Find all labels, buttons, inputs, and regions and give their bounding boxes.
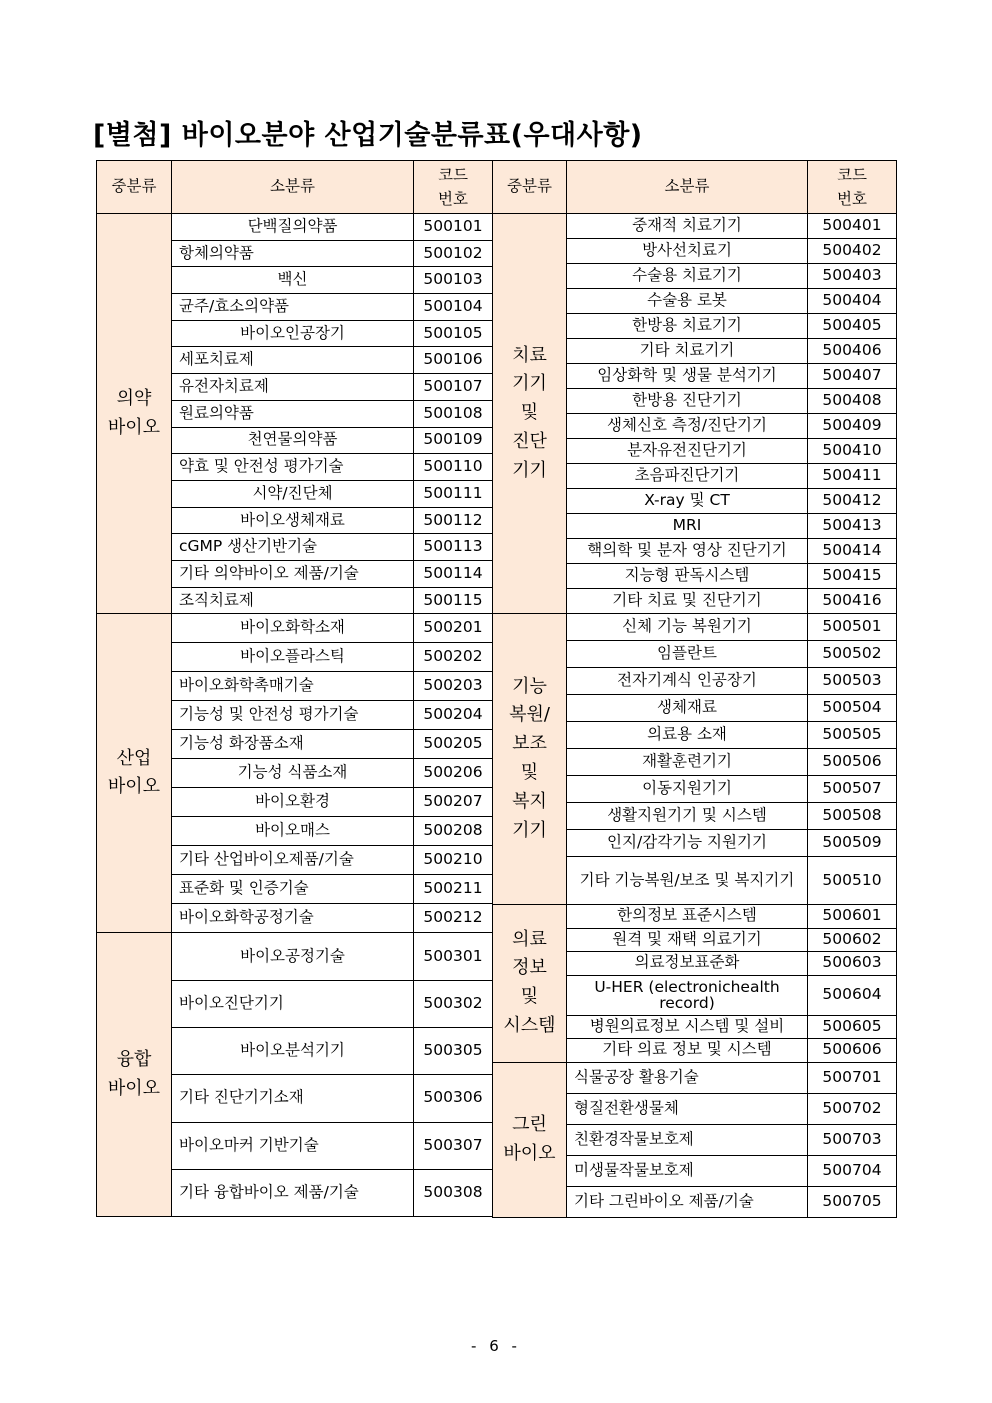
page-title: [별첨] 바이오분야 산업기술분류표(우대사항) bbox=[93, 120, 643, 151]
table-row bbox=[493, 1062, 897, 1093]
header-code: 코드 번호 bbox=[808, 161, 897, 214]
code-cell: 500308 bbox=[414, 1169, 493, 1216]
code-cell: 500409 bbox=[808, 414, 897, 439]
subcategory-cell: 기타 그린바이오 제품/기술 bbox=[567, 1187, 808, 1218]
category-cell: 산업 바이오 bbox=[97, 614, 172, 933]
subcategory-cell: 시약/진단체 bbox=[172, 480, 414, 507]
category-cell: 그린 바이오 bbox=[493, 1062, 567, 1218]
subcategory-cell: 약효 및 안전성 평가기술 bbox=[172, 454, 414, 481]
code-cell: 500212 bbox=[414, 904, 493, 933]
subcategory-cell: cGMP 생산기반기술 bbox=[172, 534, 414, 561]
subcategory-cell: 수술용 치료기기 bbox=[567, 264, 808, 289]
code-cell: 500705 bbox=[808, 1187, 897, 1218]
code-cell: 500703 bbox=[808, 1124, 897, 1155]
code-cell: 500402 bbox=[808, 239, 897, 264]
subcategory-cell: 기타 산업바이오제품/기술 bbox=[172, 846, 414, 875]
subcategory-cell: 기타 의약바이오 제품/기술 bbox=[172, 560, 414, 587]
subcategory-cell: X-ray 및 CT bbox=[567, 489, 808, 514]
code-cell: 500104 bbox=[414, 294, 493, 321]
subcategory-cell: 생체신호 측정/진단기기 bbox=[567, 414, 808, 439]
code-cell: 500208 bbox=[414, 817, 493, 846]
subcategory-cell: 백신 bbox=[172, 267, 414, 294]
code-cell: 500509 bbox=[808, 830, 897, 857]
code-cell: 500114 bbox=[414, 560, 493, 587]
subcategory-cell: 형질전환생물체 bbox=[567, 1093, 808, 1124]
table-row bbox=[97, 933, 493, 980]
code-cell: 500108 bbox=[414, 400, 493, 427]
subcategory-cell: 분자유전진단기기 bbox=[567, 439, 808, 464]
subcategory-cell: 생활지원기기 및 시스템 bbox=[567, 803, 808, 830]
subcategory-cell: 유전자치료제 bbox=[172, 374, 414, 401]
subcategory-cell: 바이오분석기기 bbox=[172, 1027, 414, 1074]
subcategory-cell: 병원의료정보 시스템 및 설비 bbox=[567, 1015, 808, 1039]
subcategory-cell: 기타 기능복원/보조 및 복지기기 bbox=[567, 857, 808, 905]
code-cell: 500102 bbox=[414, 240, 493, 267]
code-cell: 500701 bbox=[808, 1062, 897, 1093]
subcategory-cell: 중재적 치료기기 bbox=[567, 214, 808, 239]
subcategory-cell: 한방용 진단기기 bbox=[567, 389, 808, 414]
category-cell: 융합 바이오 bbox=[97, 933, 172, 1217]
header-category: 중분류 bbox=[493, 161, 567, 214]
subcategory-cell: 핵의학 및 분자 영상 진단기기 bbox=[567, 539, 808, 564]
subcategory-cell: 표준화 및 인증기술 bbox=[172, 875, 414, 904]
subcategory-cell: 바이오매스 bbox=[172, 817, 414, 846]
code-cell: 500211 bbox=[414, 875, 493, 904]
subcategory-cell: 지능형 판독시스템 bbox=[567, 564, 808, 589]
code-cell: 500510 bbox=[808, 857, 897, 905]
code-cell: 500414 bbox=[808, 539, 897, 564]
subcategory-cell: 초음파진단기기 bbox=[567, 464, 808, 489]
code-cell: 500505 bbox=[808, 722, 897, 749]
code-cell: 500305 bbox=[414, 1027, 493, 1074]
code-cell: 500507 bbox=[808, 776, 897, 803]
subcategory-cell: 바이오환경 bbox=[172, 788, 414, 817]
subcategory-cell: 미생물작물보호제 bbox=[567, 1156, 808, 1187]
subcategory-cell: 의료용 소재 bbox=[567, 722, 808, 749]
code-cell: 500210 bbox=[414, 846, 493, 875]
subcategory-cell: 기타 진단기기소재 bbox=[172, 1075, 414, 1122]
subcategory-cell: 방사선치료기 bbox=[567, 239, 808, 264]
subcategory-cell: 임플란트 bbox=[567, 641, 808, 668]
code-cell: 500103 bbox=[414, 267, 493, 294]
code-cell: 500502 bbox=[808, 641, 897, 668]
subcategory-cell: 세포치료제 bbox=[172, 347, 414, 374]
code-cell: 500201 bbox=[414, 614, 493, 643]
subcategory-cell: 생체재료 bbox=[567, 695, 808, 722]
code-cell: 500307 bbox=[414, 1122, 493, 1169]
subcategory-cell: 한의정보 표준시스템 bbox=[567, 905, 808, 929]
code-cell: 500604 bbox=[808, 975, 897, 1015]
subcategory-cell: 균주/효소의약품 bbox=[172, 294, 414, 321]
subcategory-cell: 수술용 로봇 bbox=[567, 289, 808, 314]
subcategory-cell: MRI bbox=[567, 514, 808, 539]
subcategory-cell: 바이오마커 기반기술 bbox=[172, 1122, 414, 1169]
code-cell: 500113 bbox=[414, 534, 493, 561]
code-cell: 500105 bbox=[414, 320, 493, 347]
code-cell: 500404 bbox=[808, 289, 897, 314]
subcategory-cell: 재활훈련기기 bbox=[567, 749, 808, 776]
code-cell: 500605 bbox=[808, 1015, 897, 1039]
code-cell: 500205 bbox=[414, 730, 493, 759]
subcategory-cell: 한방용 치료기기 bbox=[567, 314, 808, 339]
code-cell: 500112 bbox=[414, 507, 493, 534]
code-cell: 500702 bbox=[808, 1093, 897, 1124]
subcategory-cell: 기능성 식품소재 bbox=[172, 759, 414, 788]
code-cell: 500202 bbox=[414, 643, 493, 672]
code-cell: 500501 bbox=[808, 614, 897, 641]
header-row bbox=[493, 161, 897, 214]
classification-table-right bbox=[492, 160, 897, 1218]
code-cell: 500606 bbox=[808, 1039, 897, 1063]
code-cell: 500407 bbox=[808, 364, 897, 389]
table-row bbox=[97, 214, 493, 241]
code-cell: 500503 bbox=[808, 668, 897, 695]
header-row bbox=[97, 161, 493, 214]
subcategory-cell: 바이오화학공정기술 bbox=[172, 904, 414, 933]
subcategory-cell: 항체의약품 bbox=[172, 240, 414, 267]
subcategory-cell: U-HER (electronichealth record) bbox=[567, 975, 808, 1015]
header-code: 코드 번호 bbox=[414, 161, 493, 214]
subcategory-cell: 조직치료제 bbox=[172, 587, 414, 614]
table-row bbox=[493, 214, 897, 239]
subcategory-cell: 바이오인공장기 bbox=[172, 320, 414, 347]
subcategory-cell: 기능성 화장품소재 bbox=[172, 730, 414, 759]
table-row bbox=[97, 614, 493, 643]
header-category: 중분류 bbox=[97, 161, 172, 214]
code-cell: 500207 bbox=[414, 788, 493, 817]
subcategory-cell: 기타 치료 및 진단기기 bbox=[567, 589, 808, 614]
subcategory-cell: 원격 및 재택 의료기기 bbox=[567, 928, 808, 952]
code-cell: 500406 bbox=[808, 339, 897, 364]
code-cell: 500412 bbox=[808, 489, 897, 514]
code-cell: 500101 bbox=[414, 214, 493, 241]
code-cell: 500115 bbox=[414, 587, 493, 614]
category-cell: 치료 기기 및 진단 기기 bbox=[493, 214, 567, 614]
subcategory-cell: 기능성 및 안전성 평가기술 bbox=[172, 701, 414, 730]
subcategory-cell: 바이오플라스틱 bbox=[172, 643, 414, 672]
subcategory-cell: 천연물의약품 bbox=[172, 427, 414, 454]
code-cell: 500306 bbox=[414, 1075, 493, 1122]
category-cell: 의료 정보 및 시스템 bbox=[493, 905, 567, 1063]
code-cell: 500415 bbox=[808, 564, 897, 589]
code-cell: 500302 bbox=[414, 980, 493, 1027]
classification-table-left bbox=[96, 160, 493, 1217]
code-cell: 500111 bbox=[414, 480, 493, 507]
code-cell: 500107 bbox=[414, 374, 493, 401]
subcategory-cell: 기타 융합바이오 제품/기술 bbox=[172, 1169, 414, 1216]
header-subcategory: 소분류 bbox=[567, 161, 808, 214]
subcategory-cell: 신체 기능 복원기기 bbox=[567, 614, 808, 641]
code-cell: 500603 bbox=[808, 952, 897, 976]
code-cell: 500408 bbox=[808, 389, 897, 414]
code-cell: 500106 bbox=[414, 347, 493, 374]
subcategory-cell: 의료정보표준화 bbox=[567, 952, 808, 976]
code-cell: 500405 bbox=[808, 314, 897, 339]
code-cell: 500413 bbox=[808, 514, 897, 539]
subcategory-cell: 기타 의료 정보 및 시스템 bbox=[567, 1039, 808, 1063]
subcategory-cell: 바이오진단기기 bbox=[172, 980, 414, 1027]
code-cell: 500203 bbox=[414, 672, 493, 701]
category-cell: 의약 바이오 bbox=[97, 214, 172, 614]
subcategory-cell: 기타 치료기기 bbox=[567, 339, 808, 364]
subcategory-cell: 원료의약품 bbox=[172, 400, 414, 427]
table-row bbox=[493, 614, 897, 641]
header-subcategory: 소분류 bbox=[172, 161, 414, 214]
code-cell: 500504 bbox=[808, 695, 897, 722]
code-cell: 500109 bbox=[414, 427, 493, 454]
subcategory-cell: 바이오공정기술 bbox=[172, 933, 414, 980]
code-cell: 500411 bbox=[808, 464, 897, 489]
code-cell: 500401 bbox=[808, 214, 897, 239]
code-cell: 500403 bbox=[808, 264, 897, 289]
code-cell: 500110 bbox=[414, 454, 493, 481]
code-cell: 500602 bbox=[808, 928, 897, 952]
code-cell: 500704 bbox=[808, 1156, 897, 1187]
category-cell: 기능 복원/ 보조 및 복지 기기 bbox=[493, 614, 567, 905]
code-cell: 500601 bbox=[808, 905, 897, 929]
subcategory-cell: 전자기계식 인공장기 bbox=[567, 668, 808, 695]
subcategory-cell: 식물공장 활용기술 bbox=[567, 1062, 808, 1093]
subcategory-cell: 바이오화학소재 bbox=[172, 614, 414, 643]
code-cell: 500506 bbox=[808, 749, 897, 776]
subcategory-cell: 단백질의약품 bbox=[172, 214, 414, 241]
table-row bbox=[493, 905, 897, 929]
code-cell: 500410 bbox=[808, 439, 897, 464]
subcategory-cell: 바이오생체재료 bbox=[172, 507, 414, 534]
code-cell: 500416 bbox=[808, 589, 897, 614]
code-cell: 500301 bbox=[414, 933, 493, 980]
subcategory-cell: 바이오화학촉매기술 bbox=[172, 672, 414, 701]
code-cell: 500206 bbox=[414, 759, 493, 788]
code-cell: 500508 bbox=[808, 803, 897, 830]
subcategory-cell: 친환경작물보호제 bbox=[567, 1124, 808, 1155]
subcategory-cell: 이동지원기기 bbox=[567, 776, 808, 803]
subcategory-cell: 인지/감각기능 지원기기 bbox=[567, 830, 808, 857]
page-number: - 6 - bbox=[471, 1337, 521, 1355]
subcategory-cell: 임상화학 및 생물 분석기기 bbox=[567, 364, 808, 389]
code-cell: 500204 bbox=[414, 701, 493, 730]
